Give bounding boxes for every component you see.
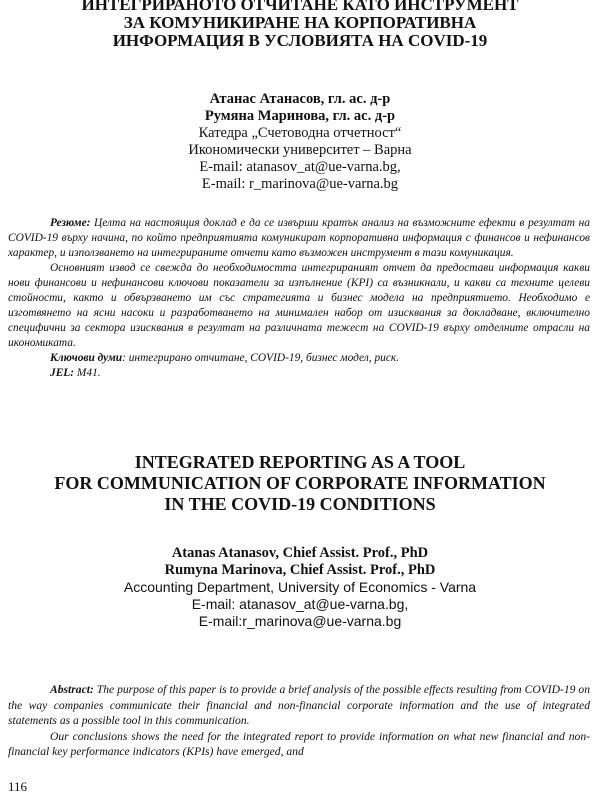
title-line: INTEGRATED REPORTING AS A TOOL <box>134 452 466 472</box>
paper-title-en <box>20 452 580 515</box>
title-line: ИНТЕГРИРАНОТО ОТЧИТАНЕ КАТО ИНСТРУМЕНТ <box>81 0 519 14</box>
title-line: IN THE COVID-19 CONDITIONS <box>164 494 436 514</box>
abstract-text: Целта на настоящия доклад е да се извърши кратък анализ на възможните ефекти в резултат на COVID-19 върху начина, по който предприятията комуникират корпоративна информация с финансов и нефинансов характер, и използването на интегрираните отчети като възможен инструмент в тази комуникация. <box>8 217 590 259</box>
title-line: ЗА КОМУНИКИРАНЕ НА КОРПОРАТИВНА <box>123 13 477 32</box>
keywords <box>8 351 590 366</box>
author-name: Румяна Маринова, гл. ас. д-р <box>204 108 396 124</box>
university: Икономически университет – Варна <box>188 142 412 158</box>
keywords-text: : интегрирано отчитане, COVID-19, бизнес модел, риск. <box>122 352 400 364</box>
jel-label: JEL: <box>50 367 75 379</box>
jel-codes <box>8 366 590 381</box>
email: E-mail: atanasov_at@ue-varna.bg, <box>199 159 401 175</box>
department: Катедра „Счетоводна отчетност“ <box>198 125 402 141</box>
paper-title-bg <box>20 0 580 50</box>
author-name: Atanas Atanasov, Chief Assist. Prof., PhD <box>171 545 429 561</box>
keywords-label: Ключови думи <box>50 352 123 364</box>
department: Accounting Department, University of Economics - Varna <box>123 579 477 595</box>
author-block-bg <box>40 91 560 193</box>
title-line: FOR COMMUNICATION OF CORPORATE INFORMATION <box>54 473 546 493</box>
author-name: Rumyna Marinova, Chief Assist. Prof., PhD <box>164 562 436 578</box>
email: E-mail: r_marinova@ue-varna.bg <box>201 176 399 192</box>
abstract-text: The purpose of this paper is to provide a brief analysis of the possible effects resulting from COVID-19 on the way companies communicate their financial and non-financial corporate information and the use of integrated statements as a possible tool in this communication. <box>8 683 590 727</box>
abstract-paragraph <box>8 682 590 729</box>
abstract-label: Abstract: <box>50 683 94 696</box>
email: E-mail:r_marinova@ue-varna.bg <box>198 613 402 629</box>
abstract-label: Резюме: <box>50 217 91 229</box>
page-number: 116 <box>8 779 28 794</box>
abstract-en <box>8 682 590 760</box>
title-line: ИНФОРМАЦИЯ В УСЛОВИЯТА НА COVID-19 <box>112 31 488 50</box>
abstract-paragraph: Основният извод се свежда до необходимостта интегрираният отчет да предостави информация какви нови финансови и нефинансови ключови показатели за изпълнение (KPI) са възникнали, и какви са техните целеви стойности, както и обвързването им със стратегията и бизнес модела на предприятието. Необходимо е изготвянето на ясни насоки и разработването на минимален набор от изисквания за докладване, включително специфични за сектора изисквания в резултат на различната тежест на COVID-19 върху отделните отрасли на икономиката. <box>8 262 590 349</box>
author-block-en <box>40 545 560 630</box>
abstract-bg <box>8 216 590 381</box>
author-name: Атанас Атанасов, гл. ас. д-р <box>209 91 391 107</box>
abstract-paragraph <box>8 216 590 261</box>
jel-text: M41. <box>74 367 101 379</box>
email: E-mail: atanasov_at@ue-varna.bg, <box>191 596 409 612</box>
abstract-paragraph: Our conclusions shows the need for the integrated report to provide information on what new financial and non-financial key performance indicators (KPIs) have emerged, and <box>8 729 590 758</box>
